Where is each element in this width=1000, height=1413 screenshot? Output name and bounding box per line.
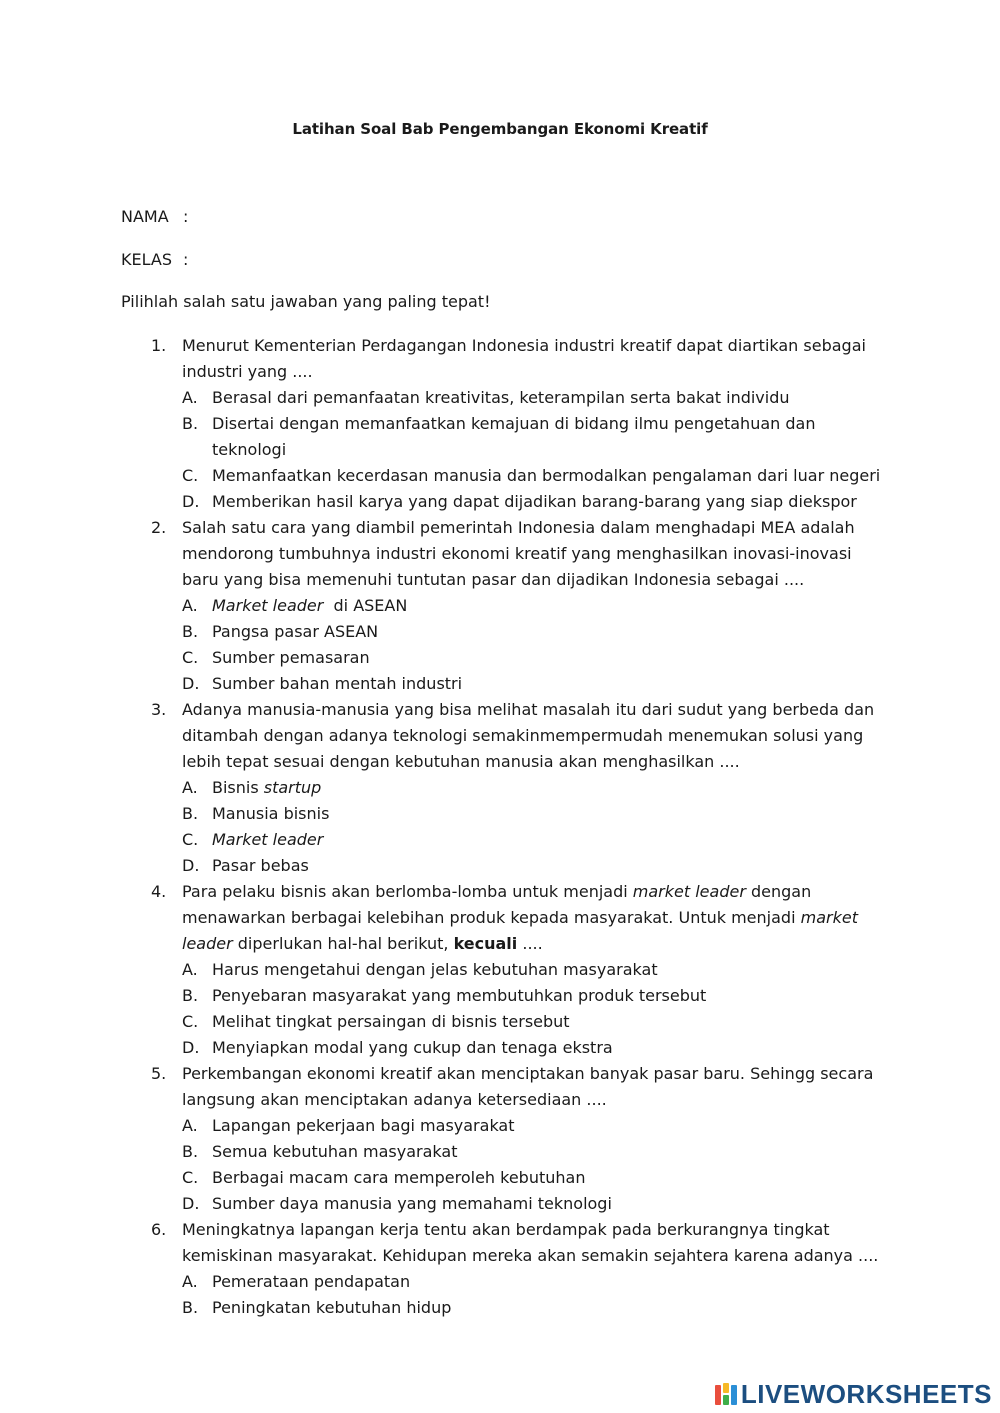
instruction: Pilihlah salah satu jawaban yang paling tepat! bbox=[121, 292, 491, 311]
option-letter: D. bbox=[182, 492, 200, 511]
option-letter: A. bbox=[182, 1272, 198, 1291]
option-list bbox=[182, 593, 882, 697]
question-text-part: Para pelaku bisnis akan berlomba-lomba untuk menjadi bbox=[182, 882, 633, 901]
option-list bbox=[182, 1113, 882, 1217]
question-1 bbox=[0, 333, 1000, 515]
option-letter: D. bbox=[182, 1038, 200, 1057]
option-6b[interactable] bbox=[182, 1295, 882, 1321]
class-field bbox=[121, 250, 188, 269]
option-text: Pangsa pasar ASEAN bbox=[212, 622, 379, 641]
option-3b[interactable] bbox=[182, 801, 882, 827]
liveworksheets-text: LIVEWORKSHEETS bbox=[740, 1379, 992, 1409]
option-list bbox=[182, 385, 882, 515]
option-text: Berbagai macam cara memperoleh kebutuhan bbox=[212, 1168, 586, 1187]
option-text: Menyiapkan modal yang cukup dan tenaga ekstra bbox=[212, 1038, 613, 1057]
option-letter: C. bbox=[182, 830, 199, 849]
question-text: Meningkatnya lapangan kerja tentu akan berdampak pada berkurangnya tingkat kemiskinan masyarakat. Kehidupan mereka akan semakin sejahtera karena adanya .... bbox=[182, 1220, 879, 1265]
option-letter: D. bbox=[182, 856, 200, 875]
option-text: Berasal dari pemanfaatan kreativitas, keterampilan serta bakat individu bbox=[212, 388, 790, 407]
question-text bbox=[182, 879, 882, 957]
option-1b[interactable] bbox=[182, 411, 882, 463]
option-text: Bisnis bbox=[212, 778, 264, 797]
option-letter: C. bbox=[182, 1012, 199, 1031]
question-5 bbox=[0, 1061, 1000, 1217]
option-text: Penyebaran masyarakat yang membutuhkan produk tersebut bbox=[212, 986, 707, 1005]
option-text: Manusia bisnis bbox=[212, 804, 330, 823]
class-separator: : bbox=[183, 250, 189, 269]
option-1a[interactable] bbox=[182, 385, 882, 411]
question-2 bbox=[0, 515, 1000, 697]
option-text: Pemerataan pendapatan bbox=[212, 1272, 411, 1291]
option-text: Melihat tingkat persaingan di bisnis tersebut bbox=[212, 1012, 570, 1031]
name-separator: : bbox=[183, 207, 189, 226]
option-1c[interactable] bbox=[182, 463, 882, 489]
option-letter: A. bbox=[182, 778, 198, 797]
question-number: 1. bbox=[151, 336, 167, 355]
option-list bbox=[182, 775, 882, 879]
name-field bbox=[121, 207, 188, 226]
question-number: 3. bbox=[151, 700, 167, 719]
question-text: Menurut Kementerian Perdagangan Indonesia industri kreatif dapat diartikan sebagai industri yang .... bbox=[182, 336, 866, 381]
class-label: KELAS bbox=[121, 250, 172, 269]
question-text: Salah satu cara yang diambil pemerintah Indonesia dalam menghadapi MEA adalah mendorong tumbuhnya industri ekonomi kreatif yang menghasilkan inovasi-inovasi baru yang bisa memenuhi tuntutan pasar dan dijadikan Indonesia sebagai .... bbox=[182, 518, 855, 589]
question-6 bbox=[0, 1217, 1000, 1321]
option-text: Peningkatan kebutuhan hidup bbox=[212, 1298, 452, 1317]
option-6a[interactable] bbox=[182, 1269, 882, 1295]
question-3 bbox=[0, 697, 1000, 879]
option-5a[interactable] bbox=[182, 1113, 882, 1139]
option-letter: C. bbox=[182, 466, 199, 485]
option-text: Sumber daya manusia yang memahami teknologi bbox=[212, 1194, 612, 1213]
option-2a[interactable] bbox=[182, 593, 882, 619]
option-letter: A. bbox=[182, 388, 198, 407]
question-number: 5. bbox=[151, 1064, 167, 1083]
name-label: NAMA bbox=[121, 207, 169, 226]
question-italic-part: market leader bbox=[182, 908, 858, 953]
option-letter: D. bbox=[182, 674, 200, 693]
option-text: Harus mengetahui dengan jelas kebutuhan masyarakat bbox=[212, 960, 658, 979]
option-italic-text: Market leader bbox=[212, 596, 324, 615]
option-letter: A. bbox=[182, 960, 198, 979]
option-3d[interactable] bbox=[182, 853, 882, 879]
option-list bbox=[182, 1269, 882, 1321]
question-bold-part: kecuali bbox=[453, 934, 518, 953]
question-text: Perkembangan ekonomi kreatif akan menciptakan banyak pasar baru. Sehingg secara langsung akan menciptakan adanya ketersediaan .... bbox=[182, 1064, 874, 1109]
option-5b[interactable] bbox=[182, 1139, 882, 1165]
option-text: Disertai dengan memanfaatkan kemajuan di bidang ilmu pengetahuan dan teknologi bbox=[212, 414, 816, 459]
option-letter: B. bbox=[182, 622, 199, 641]
option-4a[interactable] bbox=[182, 957, 882, 983]
option-text: Lapangan pekerjaan bagi masyarakat bbox=[212, 1116, 515, 1135]
option-letter: A. bbox=[182, 596, 198, 615]
question-4 bbox=[0, 879, 1000, 1061]
question-number: 4. bbox=[151, 882, 167, 901]
page-title: Latihan Soal Bab Pengembangan Ekonomi Kreatif bbox=[292, 120, 708, 138]
option-letter: C. bbox=[182, 648, 199, 667]
option-4c[interactable] bbox=[182, 1009, 882, 1035]
option-text: di ASEAN bbox=[323, 596, 408, 615]
option-italic-text: startup bbox=[263, 778, 322, 797]
question-number: 2. bbox=[151, 518, 167, 537]
option-letter: B. bbox=[182, 1142, 199, 1161]
option-1d[interactable] bbox=[182, 489, 882, 515]
liveworksheets-logo-icon bbox=[715, 1383, 737, 1405]
option-letter: A. bbox=[182, 1116, 198, 1135]
option-2c[interactable] bbox=[182, 645, 882, 671]
liveworksheets-watermark bbox=[715, 1381, 992, 1407]
option-list bbox=[182, 957, 882, 1061]
question-number: 6. bbox=[151, 1220, 167, 1239]
option-text: Pasar bebas bbox=[212, 856, 309, 875]
option-3a[interactable] bbox=[182, 775, 882, 801]
option-text: Sumber bahan mentah industri bbox=[212, 674, 463, 693]
option-italic-text: Market leader bbox=[212, 830, 324, 849]
option-letter: B. bbox=[182, 1298, 199, 1317]
option-5c[interactable] bbox=[182, 1165, 882, 1191]
option-2b[interactable] bbox=[182, 619, 882, 645]
option-text: Memberikan hasil karya yang dapat dijadikan barang-barang yang siap diekspor bbox=[212, 492, 857, 511]
option-2d[interactable] bbox=[182, 671, 882, 697]
option-4b[interactable] bbox=[182, 983, 882, 1009]
option-text: Sumber pemasaran bbox=[212, 648, 370, 667]
option-letter: C. bbox=[182, 1168, 199, 1187]
option-text: Memanfaatkan kecerdasan manusia dan bermodalkan pengalaman dari luar negeri bbox=[212, 466, 881, 485]
option-text: Semua kebutuhan masyarakat bbox=[212, 1142, 458, 1161]
option-4d[interactable] bbox=[182, 1035, 882, 1061]
question-italic-part: market leader bbox=[632, 882, 746, 901]
option-letter: B. bbox=[182, 986, 199, 1005]
option-letter: D. bbox=[182, 1194, 200, 1213]
question-list bbox=[0, 333, 1000, 1321]
question-text-part: .... bbox=[517, 934, 543, 953]
option-letter: B. bbox=[182, 414, 199, 433]
option-letter: B. bbox=[182, 804, 199, 823]
question-text-part: diperlukan hal-hal berikut, bbox=[232, 934, 454, 953]
option-5d[interactable] bbox=[182, 1191, 882, 1217]
option-3c[interactable] bbox=[182, 827, 882, 853]
question-text-part: dengan menawarkan berbagai kelebihan produk kepada masyarakat. Untuk menjadi bbox=[182, 882, 812, 927]
question-text: Adanya manusia-manusia yang bisa melihat masalah itu dari sudut yang berbeda dan ditambah dengan adanya teknologi semakinmempermudah menemukan solusi yang lebih tepat sesuai dengan kebutuhan manusia akan menghasilkan .... bbox=[182, 700, 875, 771]
